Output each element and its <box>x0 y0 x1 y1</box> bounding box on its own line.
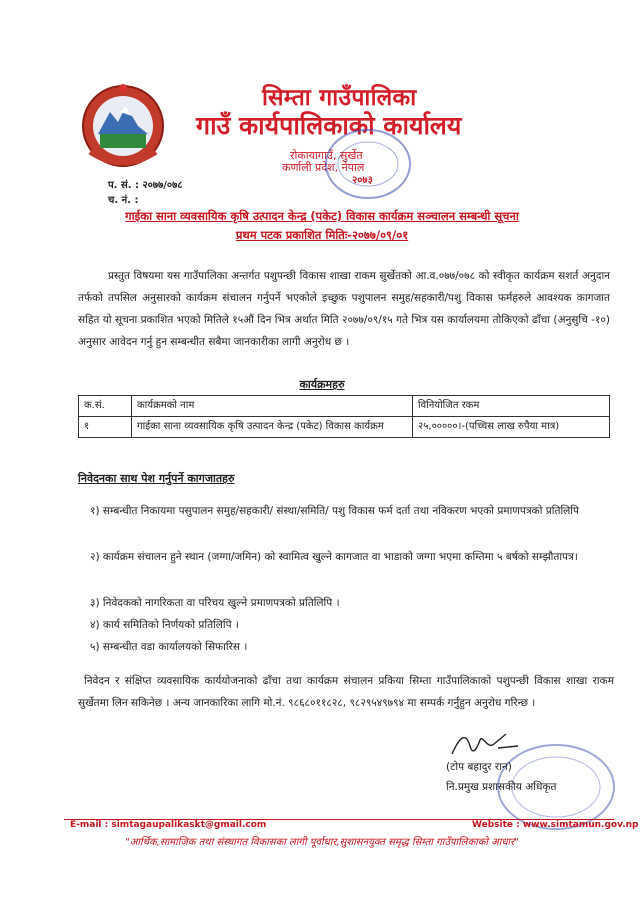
document-item: १) सम्बन्धीत निकायमा पसुपालन समुह/सहकारी/ संस्था/समिति/ पशु विकास फर्म दर्ता तथा नविकरण भएको प्रमाणपत्रको प्रतिलिपि <box>90 505 579 517</box>
col-header-sn: क.सं. <box>79 396 132 417</box>
dispatch-number: च. नं. : <box>108 195 139 206</box>
office-year: २०७३ <box>352 175 373 186</box>
footer-motto: "आर्थिक,सामाजिक तथा संस्थागत विकासका लागी पूर्वाधार,सुशासनयुक्त समृद्ध सिम्ता गाउँपालिकाको आधार" <box>125 837 519 848</box>
cell-program: गाईका साना व्यवसायिक कृषि उत्पादन केन्द्र (पकेट) विकास कार्यक्रम <box>132 417 413 438</box>
nepal-emblem-logo <box>80 82 166 174</box>
office-name: सिम्ता गाउँपालिका <box>262 85 417 111</box>
office-address: रोकायागाउँ, सुर्खेत <box>290 149 363 162</box>
document-item: २) कार्यक्रम संचालन हुने स्थान (जग्गा/जमिन) को स्वामित्व खुल्ने कागजात वा भाडाको जग्गा भएमा कम्तिमा ५ बर्षको सम्झौतापत्र। <box>90 551 578 563</box>
table-row <box>79 417 610 438</box>
signatory-name: (टोप बहादुर रान) <box>446 761 512 773</box>
first-published-date: प्रथम पटक प्रकाशित मितिः-२०७७/०९/०१ <box>235 228 409 242</box>
notice-title: गाईका साना व्यवसायिक कृषि उत्पादन केन्द्र (पकेट) विकास कार्यक्रम सञ्चालन सम्बन्धी सूचना <box>125 209 519 223</box>
footer-website: Website : www.simtamun.gov.np <box>472 820 639 830</box>
col-header-program: कार्यक्रमको नाम <box>132 396 413 417</box>
office-stamp <box>322 125 414 203</box>
document-item: ३) निवेदकको नागरिकता वा परिचय खुल्ने प्रमाणपत्रको प्रतिलिपि । <box>90 597 340 609</box>
programs-heading: कार्यक्रमहरु <box>299 378 345 391</box>
programs-table <box>78 395 610 438</box>
notice-body: प्रस्तुत विषयमा यस गाउँपालिका अन्तर्गत पशुपन्छी विकास शाखा राकम सुर्खेतको आ.व.०७७/०७८ को स्वीकृत कार्यक्रम सशर्त अनुदान तर्फको तपसिल अनुसारको कार्यक्रम संचालन गर्नुपर्ने भएकोले इच्छुक पशुपालन समुह/सहकारी/पशु विकास फर्महरुले आवश्यक कागजात सहित यो सूचना प्रकाशित भएको मितिले १५औं दिन भित्र अर्थात मिति २०७७/०९/१५ गते भित्र यस कार्यालयमा तोकिएको ढाँचा (अनुसुचि -१०) अनुसार आवेदन गर्नु हुन सम्बन्धीत सबैमा जानकारीका लागी अनुरोध छ । <box>78 270 610 348</box>
signatory-title: नि.प्रमुख प्रशासकीय अधिकृत <box>446 781 557 793</box>
table-header-row <box>79 396 610 417</box>
reference-number: प. सं. : २०७७/०७८ <box>108 180 183 191</box>
footer-email: E-mail : simtagaupalikaskt@gmail.com <box>70 820 267 830</box>
office-subtitle: गाउँ कार्यपालिकाको कार्यालय <box>196 111 462 140</box>
cell-sn: १ <box>79 417 132 438</box>
col-header-amount: विनियोजित रकम <box>413 396 610 417</box>
office-state: कर्णाली प्रदेश, नेपाल <box>282 161 365 174</box>
documents-heading: निवेदनका साथ पेश गर्नुपर्ने कागजातहरु <box>78 472 235 485</box>
closing-paragraph: निवेदन र संक्षिप्त व्यवसायिक कार्ययोजनाको ढाँचा तथा कार्यक्रम संचालन प्रकिया सिम्ता गाउँपालिकाको पशुपन्छी विकास शाखा राकम सुर्खेतमा लिन सकिनेछ । अन्य जानकारिका लागि मो.नं. ९८६८०११८२८, ९८२९५४९७९४ मा सम्पर्क गर्नुहुन अनुरोध गरिन्छ । <box>78 675 614 709</box>
document-item: ५) सम्बन्धीत वडा कार्यालयको सिफारिस । <box>90 641 248 653</box>
document-item: ४) कार्य समितिको निर्णयको प्रतिलिपि । <box>90 619 239 631</box>
cell-amount: २५,०००००।-(पच्चिस लाख रुपैया मात्र) <box>413 417 610 438</box>
